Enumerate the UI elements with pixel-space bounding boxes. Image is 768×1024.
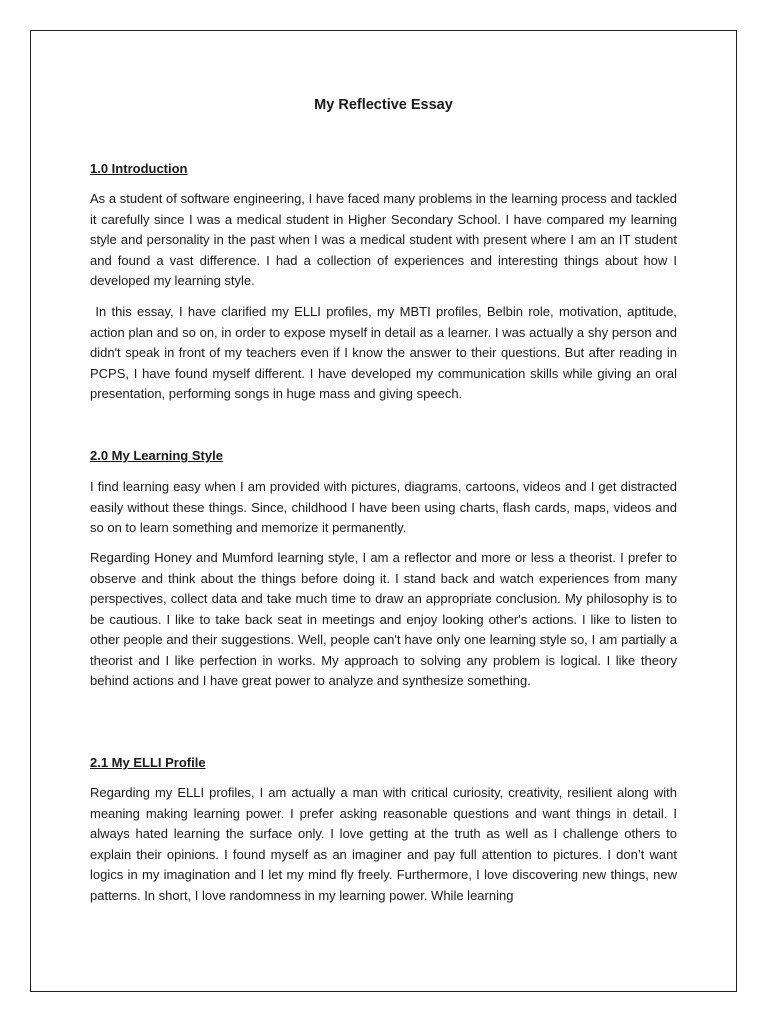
paragraph: Regarding Honey and Mumford learning style, I am a reflector and more or less a theorist. I prefer to observe and think about the things before doing it. I stand back and watch experiences from many perspectives, collect data and take much time to draw an appropriate conclusion. My philosophy is to be cautious. I like to take back seat in meetings and enjoy looking other's actions. I like to listen to other people and their suggestions. Well, people can't have only one learning style so, I am partially a theorist and I like perfection in works. My approach to solving any problem is logical. I like theory behind actions and I have great power to analyze and synthesize something.: [90, 550, 677, 688]
paragraph: Regarding my ELLI profiles, I am actually a man with critical curiosity, creativity, resilient along with meaning making learning power. I prefer asking reasonable questions and want things in detail. I always hated learning the surface only. I love getting at the truth as well as I challenge others to explain their opinions. I found myself as an imaginer and pay full attention to pictures. I don’t want logics in my imagination and I let my mind fly freely. Furthermore, I love discovering new things, new patterns. In short, I love randomness in my learning power. While learning: [90, 785, 677, 903]
paragraph: I find learning easy when I am provided with pictures, diagrams, cartoons, videos and I get distracted easily without these things. Since, childhood I have been using charts, flash cards, maps, videos and so on to learn something and memorize it permanently.: [90, 479, 677, 535]
section-heading-learning-style: 2.0 My Learning Style: [90, 448, 223, 463]
paragraph: In this essay, I have clarified my ELLI profiles, my MBTI profiles, Belbin role, motivation, aptitude, action plan and so on, in order to expose myself in detail as a learner. I was actually a shy person and didn't speak in front of my teachers even if I know the answer to their questions. But after reading in PCPS, I have found myself different. I have developed my communication skills while giving an oral presentation, performing songs in huge mass and giving speech.: [90, 304, 681, 401]
document-title: My Reflective Essay: [314, 97, 453, 113]
paragraph: As a student of software engineering, I have faced many problems in the learning process and tackled it carefully since I was a medical student in Higher Secondary School. I have compared my learning style and personality in the past when I was a medical student with present where I am an IT student and found a vast difference. I had a collection of experiences and interesting things about how I developed my learning style.: [90, 191, 677, 288]
document-page: [30, 30, 737, 992]
section-heading-introduction: 1.0 Introduction: [90, 161, 188, 176]
section-heading-elli-profile: 2.1 My ELLI Profile: [90, 755, 206, 770]
